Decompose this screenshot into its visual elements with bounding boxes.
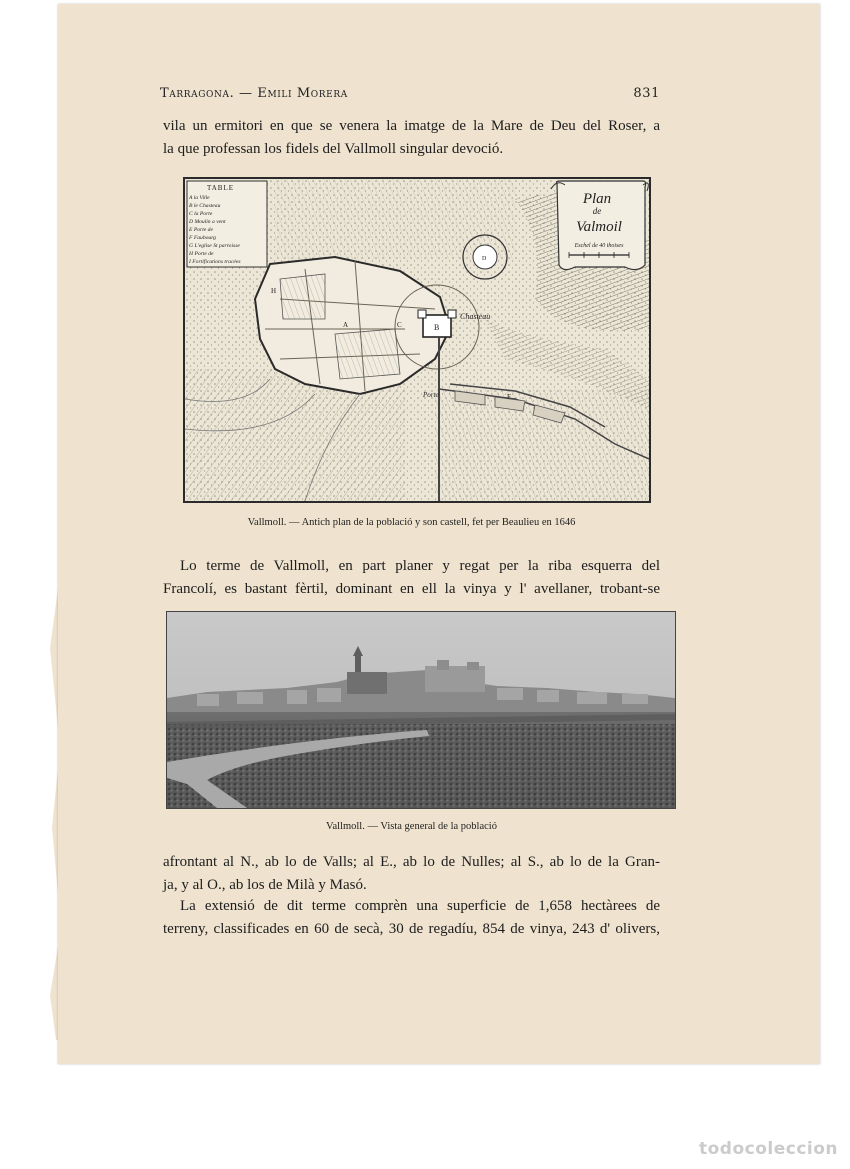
svg-text:H: H <box>271 287 277 295</box>
map-legend-item: G L'eglise St parroisse <box>189 243 240 249</box>
map-scale-text: Eschel de 40 thoises <box>574 243 624 249</box>
svg-text:D: D <box>482 256 487 262</box>
map-title-line-1: Plan <box>582 191 612 207</box>
paragraph-3 <box>163 851 660 897</box>
map-legend-item: E Porte de <box>189 227 213 233</box>
map-caption: Vallmoll. — Antich plan de la població y son castell, fet per Beaulieu en 1646 <box>247 517 576 528</box>
text-line: la que professan los fidels del Vallmoll singular devoció. <box>163 141 504 157</box>
text-line: ja, y al O., ab los de Milà y Masó. <box>163 877 367 893</box>
running-head <box>160 86 660 106</box>
map-legend-item: A la Ville <box>189 195 210 201</box>
text-line: Francolí, es bastant fèrtil, dominant en ell la vinya y l' avellaner, trobant-se <box>163 581 660 597</box>
map-title-line-3: Valmoil <box>576 219 622 235</box>
map-engraving <box>183 177 651 503</box>
svg-text:B: B <box>434 323 440 332</box>
map-legend-item: B le Chasteau <box>189 203 221 209</box>
paragraph-4 <box>163 895 660 941</box>
page-number: 831 <box>633 86 660 101</box>
paragraph-2 <box>163 555 660 601</box>
map-legend-item: C la Porte <box>189 211 213 217</box>
svg-text:C: C <box>397 321 402 329</box>
photo-caption: Vallmoll. — Vista general de la població <box>326 821 497 832</box>
paragraph-1 <box>163 115 660 161</box>
vallmoll-general-view-photo <box>167 612 675 808</box>
text-line: terreny, classificades en 60 de secà, 30 de regadíu, 854 de vinya, 243 d' olivers, <box>163 921 660 937</box>
svg-text:A: A <box>343 321 349 329</box>
map-title-line-2: de <box>592 206 602 216</box>
map-legend-item: F Faubourg <box>189 235 216 241</box>
map-legend-item: D Moulin a vent <box>189 219 226 225</box>
text-line: Lo terme de Vallmoll, en part planer y regat per la riba esquerra del <box>180 558 660 574</box>
running-head-title: Tarragona. — Emili Morera <box>160 86 348 101</box>
map-label-chasteau: Chasteau <box>460 312 491 321</box>
watermark-logo: todocoleccion <box>698 1139 838 1159</box>
map-legend-item: H Porte de <box>189 251 214 257</box>
text-line: vila un ermitori en que se venera la imatge de la Mare de Deu del Roser, a <box>163 118 660 134</box>
svg-text:F: F <box>507 393 511 401</box>
text-line: La extensió de dit terme comprèn una superficie de 1,658 hectàrees de <box>180 898 660 914</box>
map-label-porte: Porte <box>423 391 439 399</box>
map-legend-heading: TABLE <box>207 184 234 192</box>
map-legend-item: I Fortifications tracées <box>189 259 241 265</box>
plan-of-vallmoll-map <box>185 179 649 501</box>
town-photograph <box>166 611 676 809</box>
text-line: afrontant al N., ab lo de Valls; al E., ab lo de Nulles; al S., ab lo de la Gran- <box>163 854 660 870</box>
